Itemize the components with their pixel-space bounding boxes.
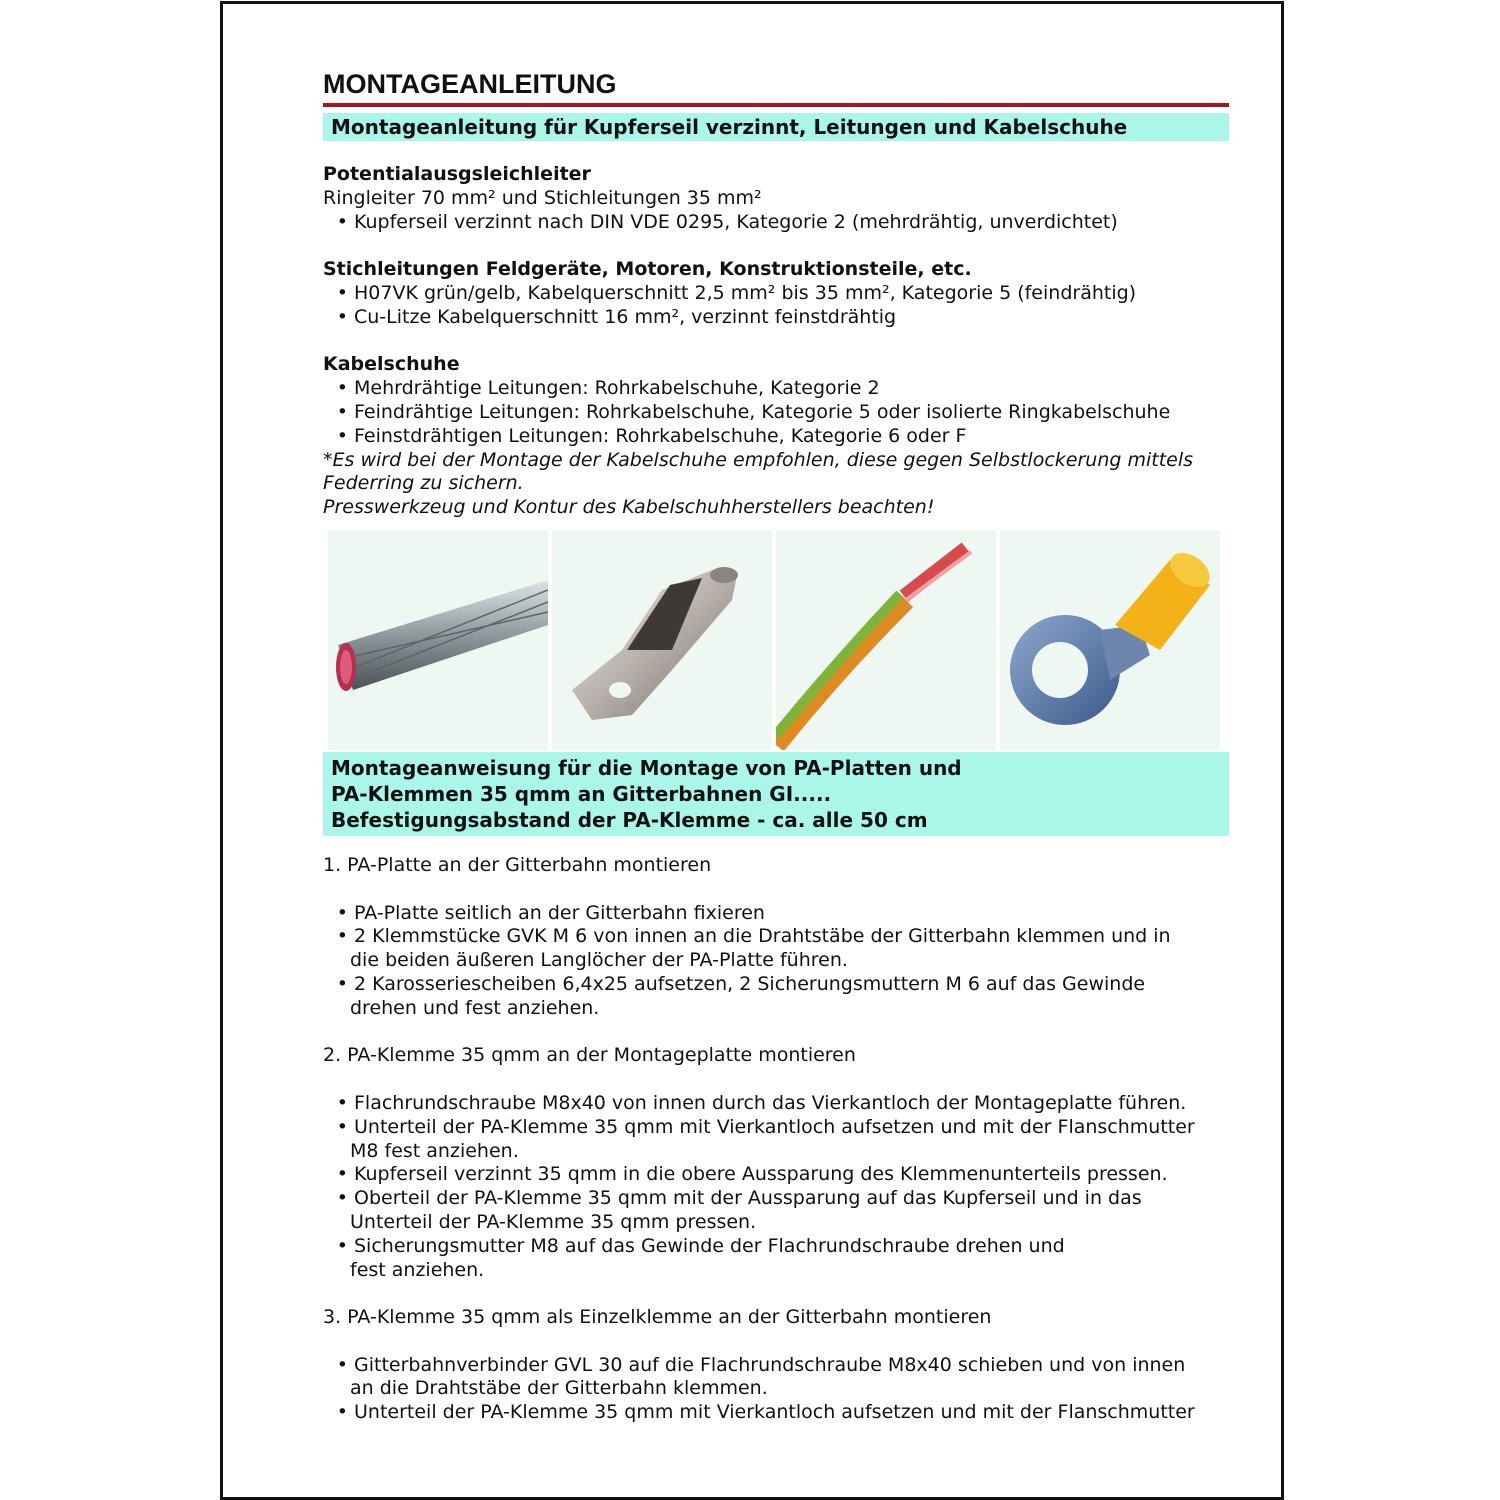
banner-line: Montageanweisung für die Montage von PA-Platten und [331,755,962,780]
note-text: Federring zu sichern. [323,472,524,495]
list-item: • Flachrundschraube M8x40 von innen durch das Vierkantloch der Montageplatte führen. [336,1091,1187,1114]
photo-copper-rope [328,530,548,750]
section-heading-stichleitungen: Stichleitungen Feldgeräte, Motoren, Konstruktionsteile, etc. [323,258,972,281]
list-item: • Unterteil der PA-Klemme 35 qmm mit Vierkantloch aufsetzen und mit der Flanschmutter [336,1401,1195,1424]
photo-tube-cable-lug [552,530,772,750]
banner-line: PA-Klemmen 35 qmm an Gitterbahnen GI..... [331,781,832,806]
list-item: • Feindrähtige Leitungen: Rohrkabelschuhe, Kategorie 5 oder isolierte Ringkabelschuhe [336,400,1171,423]
list-item: • Mehrdrähtige Leitungen: Rohrkabelschuhe, Kategorie 2 [336,377,880,400]
list-item: • Kupferseil verzinnt 35 qmm in die obere Aussparung des Klemmenunterteils pressen. [336,1163,1168,1186]
list-item: • Cu-Litze Kabelquerschnitt 16 mm², verzinnt feinstdrähtig [336,305,897,328]
list-item: • 2 Karosseriescheiben 6,4x25 aufsetzen, 2 Sicherungsmuttern M 6 auf das Gewinde drehen und fest anziehen. [336,972,1146,1019]
list-item: • Oberteil der PA-Klemme 35 qmm mit der Aussparung auf das Kupferseil und in das Unterteil der PA-Klemme 35 qmm pressen. [336,1187,1142,1233]
note-text: *Es wird bei der Montage der Kabelschuhe empfohlen, diese gegen Selbstlockerung mittels [323,448,1194,471]
list-item: • PA-Platte seitlich an der Gitterbahn fixieren [336,901,765,924]
section-heading-potential: Potentialausgsleichleiter [323,163,591,185]
banner-line: Befestigungsabstand der PA-Klemme - ca. alle 50 cm [331,807,928,832]
list-item: • Unterteil der PA-Klemme 35 qmm mit Vierkantloch aufsetzen und mit der Flanschmutter M8 fest anziehen. [336,1115,1195,1162]
page-title: MONTAGEANLEITUNG [323,69,617,99]
photo-green-yellow-wire [776,530,996,750]
document-content [323,60,1229,1425]
step-title-2: 2. PA-Klemme 35 qmm an der Montageplatte montieren [323,1044,856,1067]
product-photos [328,530,1229,750]
list-item: • Feinstdrähtigen Leitungen: Rohrkabelschuhe, Kategorie 6 oder F [336,424,967,447]
section-text: Ringleiter 70 mm² und Stichleitungen 35 mm² [323,186,762,209]
list-item: • 2 Klemmstücke GVK M 6 von innen an die Drahtstäbe der Gitterbahn klemmen und in die beiden äußeren Langlöcher der PA-Platte führen. [336,925,1171,972]
list-item: • Kupferseil verzinnt nach DIN VDE 0295, Kategorie 2 (mehrdrähtig, unverdichtet) [336,210,1118,233]
section-heading-kabelschuhe: Kabelschuhe [323,353,460,376]
step-title-3: 3. PA-Klemme 35 qmm als Einzelklemme an der Gitterbahn montieren [323,1306,992,1329]
list-item: • Sicherungsmutter M8 auf das Gewinde der Flachrundschraube drehen und fest anziehen. [336,1234,1065,1281]
note-text: Presswerkzeug und Kontur des Kabelschuhherstellers beachten! [323,496,935,519]
title-underline [323,103,1229,107]
mounting-banner [323,752,1229,836]
photo-insulated-ring-lug [1000,530,1220,750]
list-item: • Gitterbahnverbinder GVL 30 auf die Flachrundschraube M8x40 schieben und von innen an die Drahtstäbe der Gitterbahn klemmen. [336,1353,1186,1400]
list-item: • H07VK grün/gelb, Kabelquerschnitt 2,5 mm² bis 35 mm², Kategorie 5 (feindrähtig) [336,281,1137,304]
section-banner: Montageanleitung für Kupferseil verzinnt, Leitungen und Kabelschuhe [323,113,1229,141]
step-title-1: 1. PA-Platte an der Gitterbahn montieren [323,853,712,876]
